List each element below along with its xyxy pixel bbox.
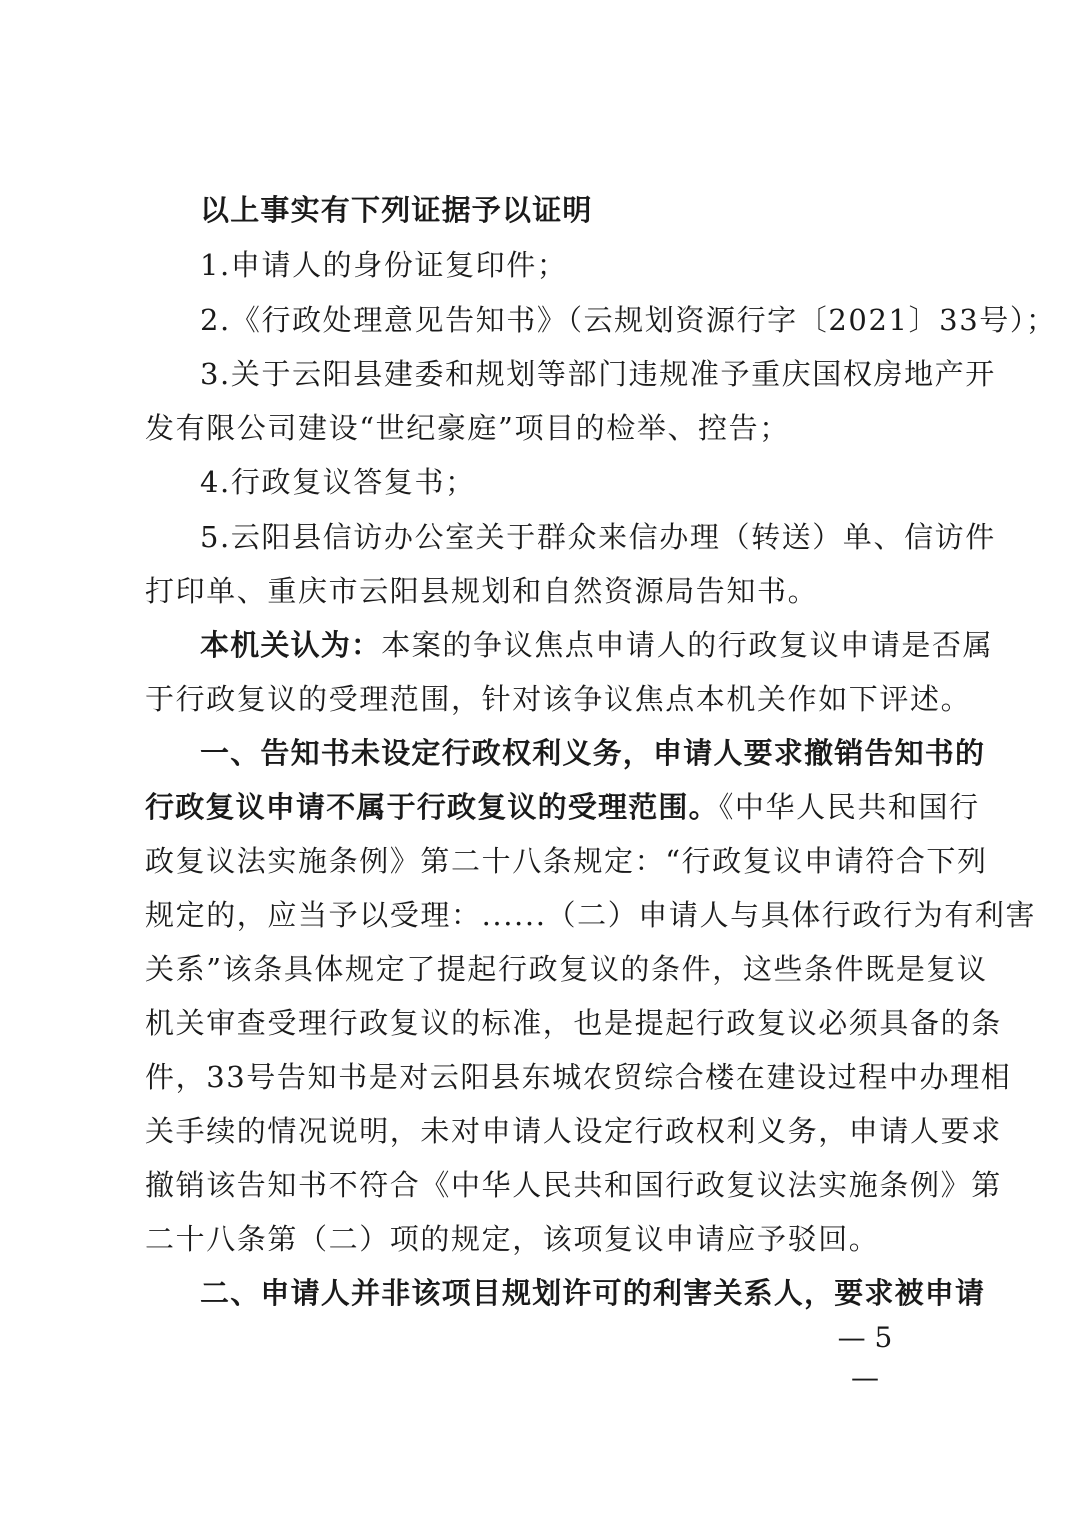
section-one-line-7: 件，33号告知书是对云阳县东城农贸综合楼在建设过程中办理相 bbox=[145, 1060, 1012, 1094]
evidence-item-5-line-2: 打印单、重庆市云阳县规划和自然资源局告知书。 bbox=[145, 574, 819, 608]
evidence-item-3-line-2: 发有限公司建设“世纪豪庭”项目的检举、控告； bbox=[145, 411, 790, 445]
section-one-line-8: 关手续的情况说明，未对申请人设定行政权利义务，申请人要求 bbox=[145, 1114, 1002, 1148]
section-one-heading-end: 行政复议申请不属于行政复议的受理范围。 bbox=[145, 790, 719, 824]
opinion-label: 本机关认为： bbox=[200, 628, 382, 662]
opinion-paragraph-line-1 bbox=[200, 625, 994, 665]
evidence-item-2: 2.《行政处理意见告知书》（云规划资源行字〔2021〕33号）； bbox=[200, 303, 1057, 337]
opinion-text: 本案的争议焦点申请人的行政复议申请是否属 bbox=[381, 628, 994, 662]
evidence-item-5-line-1: 5.云阳县信访办公室关于群众来信办理（转送）单、信访件 bbox=[200, 520, 996, 554]
section-one-line-4: 规定的，应当予以受理：......（二）申请人与具体行政行为有利害 bbox=[145, 898, 1037, 932]
section-one-line-5: 关系”该条具体规定了提起行政复议的条件，这些条件既是复议 bbox=[145, 952, 988, 986]
section-one-heading-line-2 bbox=[145, 787, 980, 827]
evidence-item-1: 1.申请人的身份证复印件； bbox=[200, 248, 568, 282]
section-one-line-10: 二十八条第（二）项的规定，该项复议申请应予驳回。 bbox=[145, 1222, 880, 1256]
section-two-heading: 二、申请人并非该项目规划许可的利害关系人，要求被申请 bbox=[200, 1276, 986, 1310]
evidence-item-3-line-1: 3.关于云阳县建委和规划等部门违规准予重庆国权房地产开 bbox=[200, 357, 996, 391]
opinion-paragraph-line-2: 于行政复议的受理范围，针对该争议焦点本机关作如下评述。 bbox=[145, 682, 972, 716]
section-one-line-9: 撤销该告知书不符合《中华人民共和国行政复议法实施条例》第 bbox=[145, 1168, 1002, 1202]
evidence-item-4: 4.行政复议答复书； bbox=[200, 465, 476, 499]
section-one-text-start: 《中华人民共和国行 bbox=[718, 790, 980, 824]
evidence-heading: 以上事实有下列证据予以证明 bbox=[200, 193, 593, 227]
section-one-heading-line-1: 一、告知书未设定行政权利义务，申请人要求撤销告知书的 bbox=[200, 736, 986, 770]
section-one-line-3: 政复议法实施条例》第二十八条规定：“行政复议申请符合下列 bbox=[145, 844, 988, 878]
section-one-line-6: 机关审查受理行政复议的标准，也是提起行政复议必须具备的条 bbox=[145, 1006, 1002, 1040]
page-number: — 5 — bbox=[837, 1321, 893, 1394]
